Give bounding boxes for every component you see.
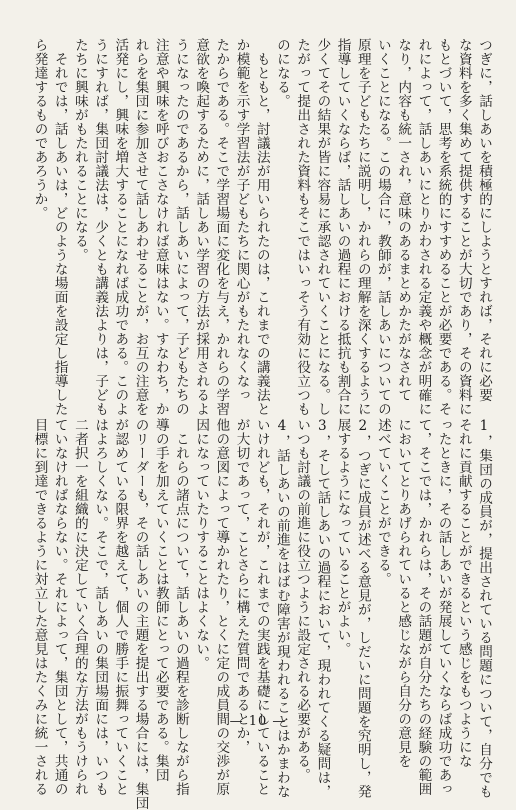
text-line: たからである。そこで学習場面に変化を与え，かれらの学習 — [213, 38, 230, 416]
text-line: 目標に到達できるように対立した意見はたくみに統一される — [31, 418, 48, 796]
text-line: ていなければならない。それによって，集団として，共通の — [51, 418, 68, 796]
text-line: れらを集団に参加させて話しあわせることが，お互の注意を — [132, 38, 149, 416]
text-line: これらの諸点について，話しあいの過程を診断しながら指 — [172, 418, 189, 796]
text-line: 3，そして話しあいの過程において，現われてくる疑問は， — [314, 418, 331, 799]
text-line: 活発にし，興味を増大することになれば成功である。このよ — [112, 38, 129, 416]
text-line: が認めている限界を越えて，個人で勝手に振舞っていくこと — [112, 418, 129, 796]
text-line: もともと，討議法が用いられたのは，これまでの講義法と — [253, 38, 270, 416]
text-line: 二者択一を組織的に決定していく合理的な方法がもうけられ — [71, 418, 88, 796]
text-line: な資料を多く集めて提供することが大切であり，その資料に — [455, 38, 472, 416]
page-number: — 10 — — [229, 714, 287, 729]
text-line: においてとりあげられていると感じながら自分の意見を — [395, 418, 412, 768]
text-line: か模範を示す学習法が子どもたちに関心がもたれなくなっ — [233, 38, 250, 402]
text-line: はよろしくない。そこで，話しあいの集団場面には，いつも — [92, 418, 109, 796]
text-line: 1，集団の成員が，提出されている問題について，自分でも — [476, 418, 492, 799]
text-line: それでは，話しあいは，どのような場面を設定し指導した — [51, 38, 68, 416]
text-line: 意欲を喚起するために，話しあい学習の方法が採用されるよ — [193, 38, 210, 416]
text-line: のになる。 — [273, 38, 290, 108]
text-line: れによって，話しあいにとりかわされる定義や概念が明確に — [415, 38, 432, 416]
text-line: 原理を子どもたちに説明し，かれらの理解を深くするように — [354, 38, 371, 416]
text-line: それに貢献することができるという感じをもつようにな — [455, 418, 472, 768]
text-line: ったときに，その話しあいが発展していくならば成功であっ — [435, 418, 452, 796]
text-line: 4，話しあいの前進をはばむ障害が現われることはかまわな — [273, 418, 290, 799]
text-line: つぎに，話しあいを積極的にしようとすれば，それに必要 — [476, 38, 492, 402]
text-line: ら発達するものであろうか。 — [31, 38, 48, 220]
text-line: 他の意図によって導かれたり，とくに定の成員間の交渉が原 — [213, 418, 230, 796]
upper-text-block — [29, 38, 494, 416]
text-line: 少くてその結果が皆に容易に承認されていくことになる。し — [314, 38, 331, 416]
text-line: 導の手を加えていくことは教師にとって必要である。集団 — [152, 418, 169, 782]
text-line: なり，内容も統一され，意味のあるまとめかたがなされて — [395, 38, 412, 402]
text-line: 指導していくならば，話しあいの過程における抵抗も割合に — [334, 38, 351, 416]
text-line: 述べていくことができる。 — [374, 418, 391, 586]
text-line: いつも討議の前進に役立つように設定される必要がある。 — [294, 418, 311, 782]
text-line: いけれども，それが，これまでの実践を基礎にしていること — [253, 418, 270, 796]
text-line: 2，つぎに成員が述べる意見が，しだいに問題を究明し，発 — [354, 418, 371, 799]
text-line: 因になっていたりすることはよくない。 — [193, 418, 210, 670]
text-line: もとづいて，思考を系統的にすすめることが必要である。そ — [435, 38, 452, 416]
text-line: のリーダーも，その話しあいの主題を提出する場合には，集団 — [132, 418, 149, 810]
text-line: うにすれば，集団討議法は，少くとも講義法よりは，子ども — [92, 38, 109, 416]
text-line: たがって提出された資料もそこではいっそう有効に役立つも — [294, 38, 311, 416]
text-line: が大切であって，ことさらに構えた質問であるとか， — [233, 418, 250, 754]
text-line: 注意や興味を呼びおこさなければ意味はない。すなわち，か — [152, 38, 169, 416]
text-line: いくことになる。この場合に，教師が，話しあいについての — [374, 38, 391, 416]
text-line: たちに興味がもたれることになる。 — [71, 38, 88, 262]
text-line: 展するようになっていることがよい。 — [334, 418, 351, 656]
text-line: て，そこでは，かれらは，その話題が自分たちの経験の範囲 — [415, 418, 432, 796]
text-line: うになったのであるから，話しあいによって，子どもたちの — [172, 38, 189, 416]
